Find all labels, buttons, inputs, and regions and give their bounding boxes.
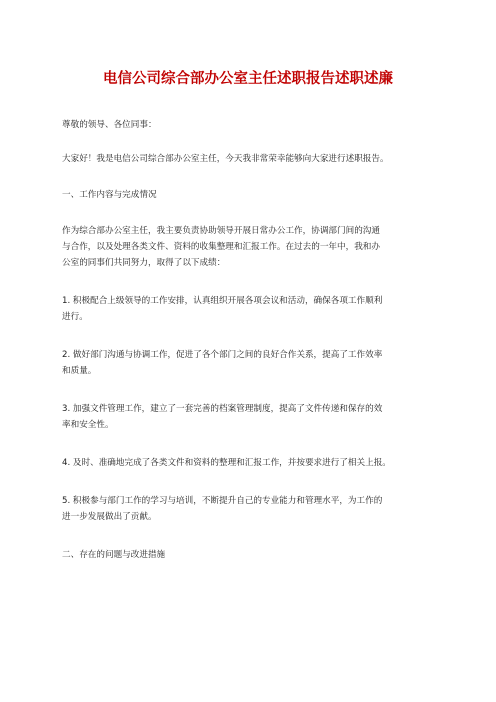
greeting: 尊敬的领导、各位同事：	[62, 120, 157, 130]
list-item-line: 和质量。	[62, 366, 97, 376]
document-body	[62, 117, 438, 563]
list-item-4	[62, 455, 438, 471]
list-item-1	[62, 293, 438, 325]
list-item-line: 5. 积极参与部门工作的学习与培训，不断提升自己的专业能力和管理水平，为工作的	[62, 496, 383, 506]
list-item-2	[62, 347, 438, 379]
list-item-line: 进行。	[62, 312, 88, 322]
paragraph-line: 作为综合部办公室主任，我主要负责协助领导开展日常办公工作，协调部门间的沟通	[62, 226, 380, 236]
list-item-5	[62, 493, 438, 525]
document-title: 电信公司综合部办公室主任述职报告述职述廉	[103, 71, 393, 87]
list-item-line: 4. 及时、准确地完成了各类文件和资料的整理和汇报工作，并按要求进行了相关上报。	[62, 458, 391, 468]
list-item-line: 率和安全性。	[62, 420, 114, 430]
section-1-paragraph	[62, 223, 438, 271]
list-item-line: 进一步发展做出了贡献。	[62, 512, 157, 522]
paragraph-line: 与合作，以及处理各类文件、资料的收集整理和汇报工作。在过去的一年中，我和办	[62, 242, 380, 252]
paragraph-line: 公室的同事们共同努力，取得了以下成绩：	[62, 258, 226, 268]
section-heading-2: 二、存在的问题与改进措施	[62, 550, 166, 560]
list-item-3	[62, 401, 438, 433]
section-heading-1: 一、工作内容与完成情况	[62, 190, 157, 200]
list-item-line: 1. 积极配合上级领导的工作安排，认真组织开展各项会议和活动，确保各项工作顺利	[62, 296, 383, 306]
intro-paragraph: 大家好！我是电信公司综合部办公室主任，今天我非常荣幸能够向大家进行述职报告。	[62, 154, 389, 164]
list-item-line: 2. 做好部门沟通与协调工作，促进了各个部门之间的良好合作关系，提高了工作效率	[62, 350, 383, 360]
list-item-line: 3. 加强文件管理工作，建立了一套完善的档案管理制度，提高了文件传递和保存的效	[62, 404, 383, 414]
